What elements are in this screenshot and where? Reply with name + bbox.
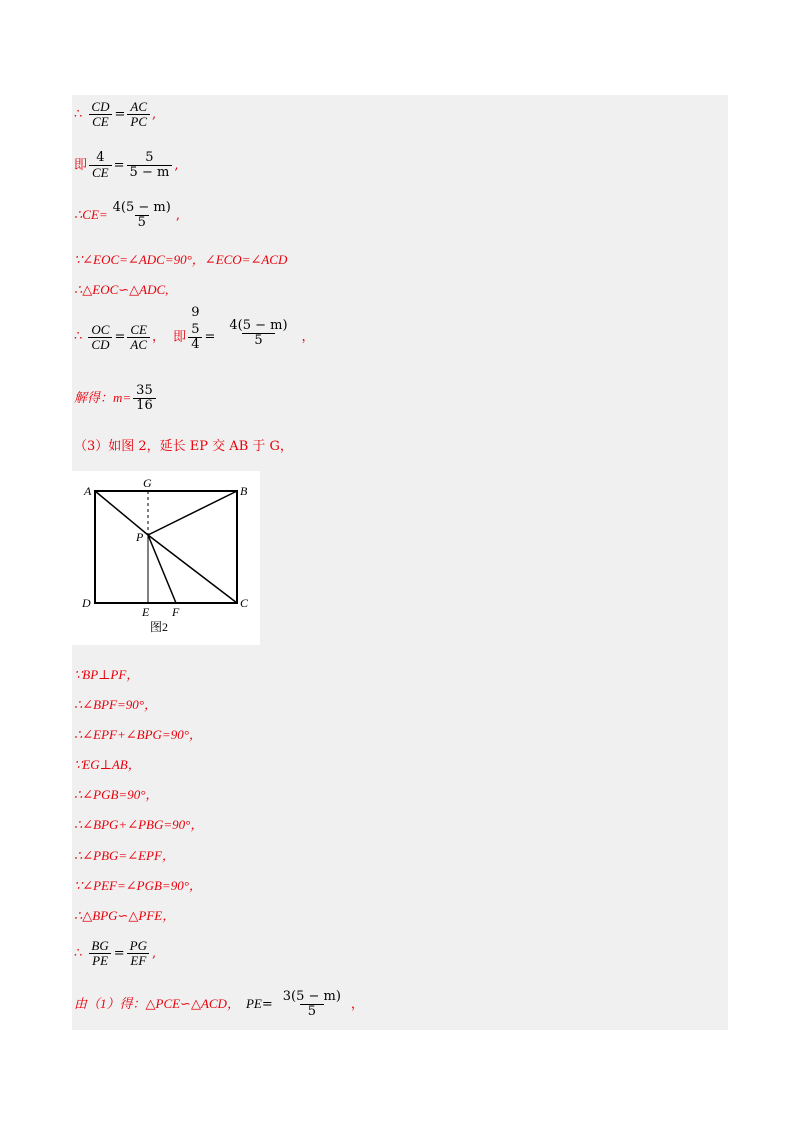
denominator: PC	[127, 114, 150, 129]
fraction-4-ce	[89, 151, 112, 180]
line-solve-m	[74, 384, 158, 413]
figure-2	[72, 471, 260, 645]
fraction-oc-cd	[88, 323, 112, 352]
label-e: E	[142, 605, 150, 619]
numerator: 4	[96, 150, 105, 165]
denominator: 5	[135, 215, 149, 230]
top-nine: 9	[191, 305, 200, 320]
comma: ,	[152, 946, 157, 961]
comma: ，	[152, 329, 166, 345]
line-similar-bpg-pfe: ∴△BPG∽△PFE，	[74, 908, 176, 923]
line-oc-cd-ratio	[74, 305, 315, 360]
line-angle-pef-pgb: ∵∠PEF=∠PGB=90°，	[74, 878, 202, 893]
denominator: 5	[300, 1004, 324, 1019]
line-pe-value	[74, 990, 364, 1019]
equals-sign: =	[114, 329, 126, 345]
comma: ，	[301, 329, 315, 345]
line-bg-pe-ratio	[74, 939, 156, 968]
numerator: BG	[91, 938, 109, 953]
equals-sign: =	[113, 946, 125, 961]
line-pb	[148, 491, 237, 535]
equals-sign: =	[114, 107, 126, 122]
numerator: 4(5 − m)	[112, 200, 171, 215]
line-angle-pgb: ∴∠PGB=90°，	[74, 787, 159, 802]
numerator: PG	[129, 938, 148, 953]
denominator: 5	[242, 333, 274, 348]
line-angle-equality: ∵∠EOC=∠ADC=90°，∠ECO=∠ACD	[74, 252, 288, 267]
label-p: P	[136, 530, 144, 544]
pe-label: PE	[245, 996, 262, 1011]
line-similar-eoc-adc: ∴△EOC∽△ADC,	[74, 282, 169, 297]
fraction-5-4	[188, 323, 202, 352]
equals-sign: =	[113, 158, 125, 173]
line-bp-perp-pf: ∵BP⊥PF，	[74, 667, 140, 682]
label-a: A	[84, 484, 92, 498]
numerator: AC	[130, 99, 148, 114]
equals-sign: =	[261, 997, 273, 1012]
numerator: 5	[191, 322, 200, 337]
fraction-ce-ac	[127, 323, 150, 352]
numerator: CE	[130, 321, 148, 337]
line-angle-bpf: ∴∠BPF=90°，	[74, 697, 157, 712]
numerator: CD	[91, 99, 110, 114]
denominator: CE	[89, 114, 112, 129]
lead-text: ∴CE=	[74, 207, 108, 222]
lead-text: 即	[74, 158, 88, 173]
lead-text: 解得：m=	[74, 390, 132, 405]
fraction-35-16	[133, 384, 156, 413]
lead-text: 即	[173, 329, 187, 345]
fraction-ac-pc	[127, 100, 150, 129]
fraction-5-5m	[127, 151, 173, 180]
denominator: EF	[127, 953, 149, 968]
fraction-pg-ef	[127, 939, 150, 968]
fraction-cd-ce	[88, 100, 112, 129]
numerator: 5	[145, 150, 154, 165]
therefore-symbol: ∴	[74, 946, 83, 961]
numerator: OC	[91, 321, 110, 337]
line-ap	[95, 491, 148, 535]
denominator: CD	[88, 337, 112, 352]
comma: ,	[174, 158, 179, 173]
denominator: 16	[133, 398, 156, 413]
label-d: D	[82, 596, 91, 610]
fraction-3-5m	[275, 990, 349, 1019]
fraction-4-5m	[217, 319, 299, 348]
fraction-ce	[110, 201, 174, 230]
line-angle-pbg-epf: ∴∠PBG=∠EPF，	[74, 848, 175, 863]
line-eg-perp-ab: ∵EG⊥AB，	[74, 757, 141, 772]
line-angle-sum-bpg-pbg: ∴∠BPG+∠PBG=90°，	[74, 817, 204, 832]
therefore-symbol: ∴	[74, 107, 83, 122]
line-part3-intro: （3）如图 2，延长 EP 交 AB 于 G，	[74, 439, 293, 454]
geometry-diagram	[72, 471, 260, 645]
numerator: 4(5 − m)	[229, 317, 288, 333]
comma: ,	[152, 107, 157, 122]
numerator: 35	[136, 383, 153, 398]
comma: ,	[175, 208, 180, 223]
denominator: 5 − m	[127, 165, 173, 180]
therefore-symbol: ∴	[74, 329, 83, 344]
fraction-bg-pe	[88, 939, 111, 968]
denominator: 4	[188, 337, 202, 352]
fraction-nine-fifths	[186, 306, 204, 352]
line-ce-value	[74, 201, 180, 230]
equals-sign: =	[204, 329, 216, 345]
label-b: B	[240, 484, 248, 498]
figure-caption: 图2	[150, 620, 169, 634]
denominator: AC	[127, 337, 150, 352]
line-cd-ce-ratio	[74, 100, 156, 129]
label-f: F	[172, 605, 180, 619]
line-angle-sum-epf-bpg: ∴∠EPF+∠BPG=90°，	[74, 727, 202, 742]
line-ratio-substitution	[74, 151, 178, 180]
numerator: 3(5 − m)	[282, 989, 341, 1004]
lead-text: 由（1）得：△PCE∽△ACD，	[74, 996, 240, 1011]
denominator: PE	[89, 953, 111, 968]
denominator: CE	[89, 165, 112, 180]
label-c: C	[240, 596, 249, 610]
label-g: G	[143, 476, 152, 490]
comma: ，	[350, 997, 364, 1012]
